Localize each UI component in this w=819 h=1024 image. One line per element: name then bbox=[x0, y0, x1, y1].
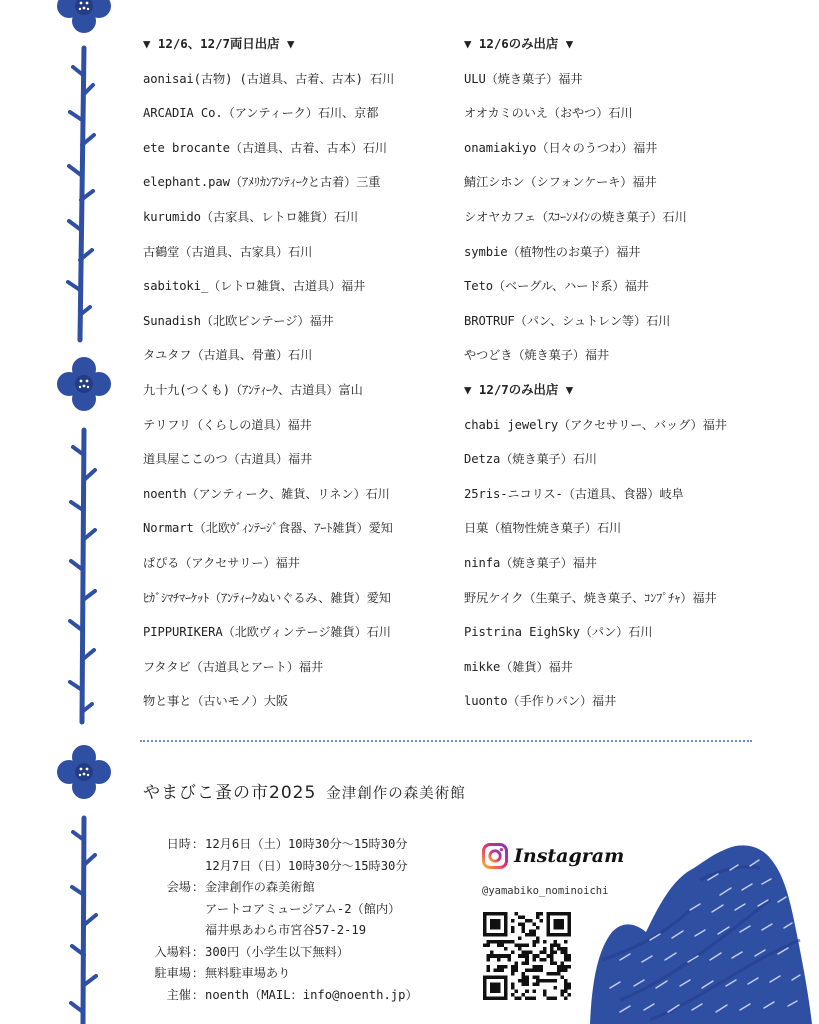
stem-icon bbox=[70, 430, 95, 722]
list-item: タユタフ（古道具、骨董）石川 bbox=[143, 348, 313, 363]
info-label bbox=[143, 856, 191, 878]
list-item: やつどき（焼き菓子）福井 bbox=[464, 348, 610, 363]
list-item: ﾋｶﾞｼﾏﾁﾏｰｹｯﾄ（ｱﾝﾃｨｰｸぬいぐるみ、雑貨）愛知 bbox=[143, 590, 391, 605]
info-label: 主催 bbox=[166, 987, 191, 1002]
stem-icon bbox=[71, 818, 96, 1024]
info-value: 12月7日（日）10時30分～15時30分 bbox=[205, 858, 408, 873]
flower-stem-decoration bbox=[0, 0, 130, 1024]
info-sep bbox=[191, 856, 205, 878]
both-days-list bbox=[143, 34, 448, 726]
info-label: 会場 bbox=[166, 880, 191, 894]
dec6-heading: ▼ 12/6のみ出店 ▼ bbox=[464, 36, 574, 51]
list-item: 物と事と（古いモノ）大阪 bbox=[143, 694, 288, 709]
info-row-date bbox=[143, 834, 418, 856]
list-item: Normart（北欧ｳﾞｨﾝﾃｰｼﾞ食器、ｱｰﾄ雑貨）愛知 bbox=[143, 521, 393, 536]
list-item: Teto（ベーグル、ハード系）福井 bbox=[464, 279, 649, 294]
info-row-date-2 bbox=[143, 856, 418, 878]
list-item: Detza（焼き菓子）石川 bbox=[464, 452, 597, 467]
info-row-fee bbox=[143, 942, 418, 964]
info-row-organizer bbox=[143, 985, 418, 1007]
list-item: mikke（雑貨）福井 bbox=[464, 659, 573, 674]
list-item: シオヤカフェ（ｽｺｰﾝﾒｲﾝの焼き菓子）石川 bbox=[464, 209, 687, 224]
info-row-parking bbox=[143, 963, 418, 985]
stem-icon bbox=[68, 48, 94, 340]
info-label bbox=[143, 899, 191, 921]
list-item: ete brocante（古道具、古着、古本）石川 bbox=[143, 140, 387, 155]
list-item: オオカミのいえ（おやつ）石川 bbox=[464, 106, 633, 121]
info-sep: ： bbox=[191, 880, 205, 894]
list-item: sabitoki_（レトロ雑貨、古道具）福井 bbox=[143, 279, 366, 294]
info-sep: ： bbox=[191, 987, 205, 1002]
event-venue: 金津創作の森美術館 bbox=[326, 786, 466, 802]
instagram-label: Instagram bbox=[514, 845, 625, 867]
info-row-venue bbox=[143, 877, 418, 899]
flower-icon bbox=[57, 357, 111, 411]
list-item: フタタビ（古道具とアート）福井 bbox=[143, 659, 324, 674]
list-item: PIPPURIKERA（北欧ヴィンテージ雑貨）石川 bbox=[143, 625, 391, 640]
info-label: 駐車場 bbox=[154, 966, 191, 980]
dotted-divider bbox=[140, 740, 752, 742]
info-sep: ： bbox=[191, 837, 205, 851]
info-sep bbox=[191, 899, 205, 921]
qr-code[interactable] bbox=[483, 912, 571, 1000]
list-item: Pistrina EighSky（パン）石川 bbox=[464, 625, 653, 640]
info-row-venue-2 bbox=[143, 899, 418, 921]
info-value: 無料駐車場あり bbox=[205, 966, 291, 980]
info-value: アートコアミュージアム-2（館内） bbox=[205, 901, 401, 916]
list-item: chabi jewelry（アクセサリー、バッグ）福井 bbox=[464, 417, 727, 432]
info-label bbox=[143, 920, 191, 942]
list-item: ninfa（焼き菓子）福井 bbox=[464, 555, 597, 570]
info-value: 300円（小学生以下無料） bbox=[205, 944, 349, 959]
event-name: やまびこ蚤の市2025 bbox=[143, 783, 317, 803]
list-item: aonisai(古物) (古道具、古着、古本) 石川 bbox=[143, 71, 395, 86]
list-item: onamiakiyo（日々のうつわ）福井 bbox=[464, 140, 658, 155]
list-item: ARCADIA Co.（アンティーク）石川、京都 bbox=[143, 106, 379, 121]
flower-icon bbox=[57, 0, 111, 33]
info-value: 金津創作の森美術館 bbox=[205, 880, 315, 894]
list-item: 古鶴堂（古道具、古家具）石川 bbox=[143, 244, 313, 259]
both-days-heading: ▼ 12/6、12/7両日出店 ▼ bbox=[143, 36, 295, 51]
instagram-handle[interactable]: @yamabiko_nominoichi bbox=[482, 885, 609, 897]
list-item: 九十九(つくも)（ｱﾝﾃｨｰｸ、古道具）富山 bbox=[143, 382, 363, 397]
dec7-heading: ▼ 12/7のみ出店 ▼ bbox=[464, 381, 574, 397]
mountain-illustration bbox=[590, 840, 819, 1024]
info-value: 12月6日（土）10時30分～15時30分 bbox=[205, 837, 408, 851]
list-item: 野尻ケイク（生菓子、焼き菓子、ｺﾝﾌﾟﾁｬ）福井 bbox=[464, 590, 717, 605]
info-label: 入場料 bbox=[154, 944, 191, 959]
info-sep: ： bbox=[191, 966, 205, 980]
info-row-address bbox=[143, 920, 418, 942]
info-value: noenth（MAIL：info@noenth.jp） bbox=[205, 987, 418, 1002]
list-item: elephant.paw（ｱﾒﾘｶﾝｱﾝﾃｨｰｸと古着）三重 bbox=[143, 175, 381, 190]
list-item: BROTRUF（パン、シュトレン等）石川 bbox=[464, 313, 671, 328]
list-item: 鯖江シホン（シフォンケーキ）福井 bbox=[464, 175, 657, 190]
info-label: 日時 bbox=[166, 837, 191, 851]
list-item: noenth（アンティーク、雑貨、リネン）石川 bbox=[143, 486, 390, 501]
list-item: 日菓（植物性焼き菓子）石川 bbox=[464, 521, 622, 536]
list-item: symbie（植物性のお菓子）福井 bbox=[464, 244, 641, 259]
info-sep bbox=[191, 920, 205, 942]
list-item: テリフリ（くらしの道具）福井 bbox=[143, 417, 312, 432]
event-info bbox=[143, 834, 418, 1006]
list-item: 道具屋ここのつ（古道具）福井 bbox=[143, 452, 313, 467]
list-item: ぱぴる（アクセサリー）福井 bbox=[143, 555, 300, 570]
list-item: ULU（焼き菓子）福井 bbox=[464, 71, 583, 86]
info-sep: ： bbox=[191, 944, 205, 959]
info-value: 福井県あわら市宮谷57-2-19 bbox=[205, 923, 367, 937]
instagram-icon bbox=[482, 843, 508, 869]
list-item: kurumido（古家具、レトロ雑貨）石川 bbox=[143, 209, 359, 224]
flower-icon bbox=[57, 745, 111, 799]
event-title bbox=[143, 778, 466, 803]
list-item: luonto（手作りパン）福井 bbox=[464, 694, 617, 709]
single-day-list bbox=[464, 34, 764, 726]
list-item: Sunadish（北欧ビンテージ）福井 bbox=[143, 313, 334, 328]
list-item: 25ris-ニコリス-（古道具、食器）岐阜 bbox=[464, 486, 684, 501]
